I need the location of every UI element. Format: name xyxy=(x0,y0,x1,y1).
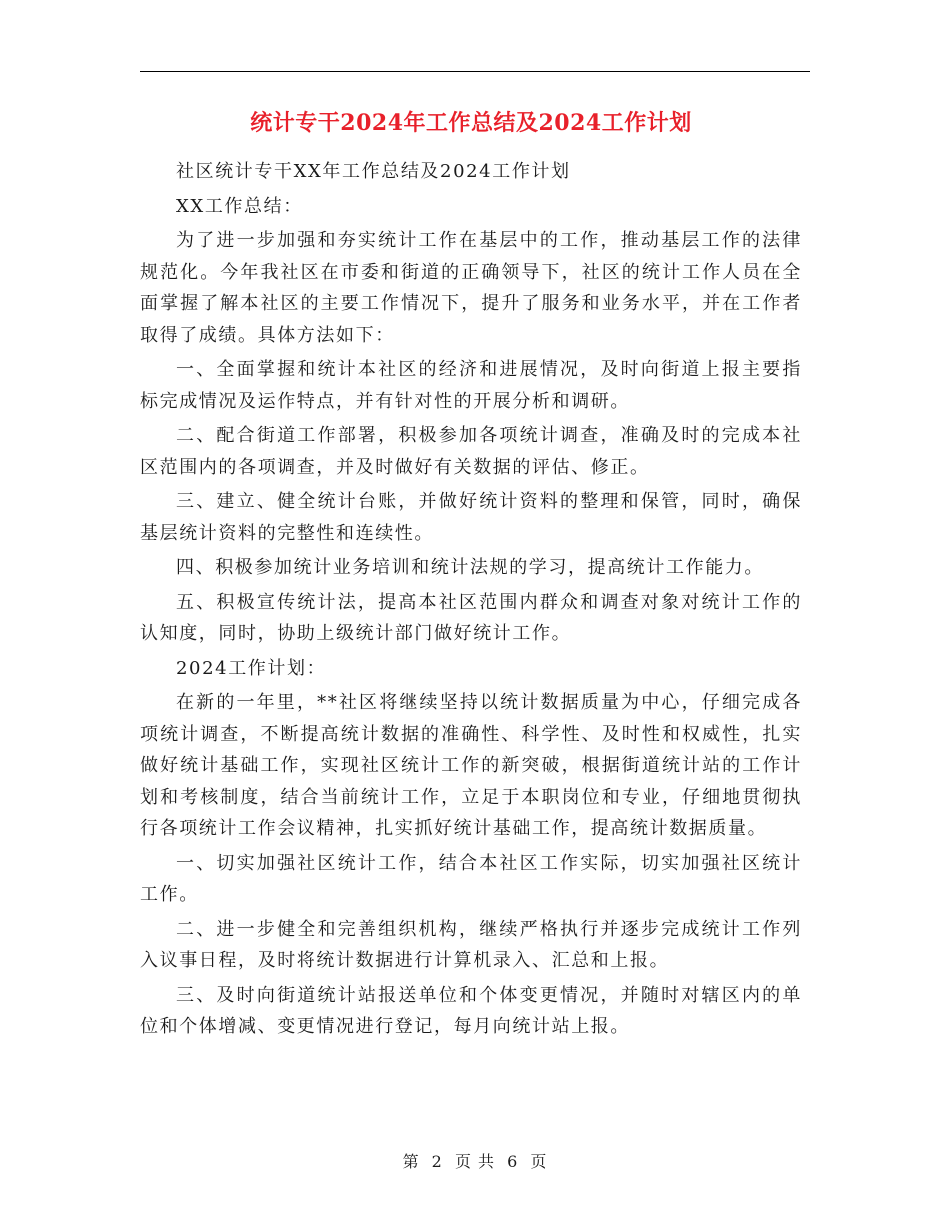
footer-total-pages: 6 xyxy=(507,1152,519,1171)
footer-suffix: 页 xyxy=(530,1152,548,1171)
paragraph-plan-item-1: 一、切实加强社区统计工作，结合本社区工作实际，切实加强社区统计工作。 xyxy=(140,852,802,905)
paragraph-summary-heading: XX工作总结： xyxy=(176,195,303,217)
paragraph-summary-item-4: 四、积极参加统计业务培训和统计法规的学习，提高统计工作能力。 xyxy=(176,557,764,578)
paragraph-plan-item-2: 二、进一步健全和完善组织机构，继续严格执行并逐步完成统计工作列入议事日程，及时将统计数据进行计算机录入、汇总和上报。 xyxy=(140,918,802,971)
paragraph-summary-item-2: 二、配合街道工作部署，积极参加各项统计调查，准确及时的完成本社区范围内的各项调查，并及时做好有关数据的评估、修正。 xyxy=(140,425,802,478)
document-body xyxy=(140,100,802,1046)
paragraph-summary-item-1: 一、全面掌握和统计本社区的经济和进展情况，及时向街道上报主要指标完成情况及运作特点，并有针对性的开展分析和调研。 xyxy=(140,359,802,412)
paragraph-plan-heading: 2024工作计划： xyxy=(176,657,327,679)
header-rule xyxy=(140,71,810,72)
footer-middle: 页 共 xyxy=(454,1152,496,1171)
document-title: 统计专干2024年工作总结及2024工作计划 xyxy=(250,110,692,136)
footer-prefix: 第 xyxy=(402,1152,420,1171)
paragraph-intro: 为了进一步加强和夯实统计工作在基层中的工作，推动基层工作的法律规范化。今年我社区在市委和街道的正确领导下，社区的统计工作人员在全面掌握了解本社区的主要工作情况下，提升了服务和业务水平，并在工作者取得了成绩。具体方法如下： xyxy=(140,230,802,346)
footer-current-page: 2 xyxy=(431,1152,443,1171)
paragraph-summary-item-3: 三、建立、健全统计台账，并做好统计资料的整理和保管，同时，确保基层统计资料的完整性和连续性。 xyxy=(140,491,802,544)
paragraph-plan-intro: 在新的一年里，**社区将继续坚持以统计数据质量为中心，仔细完成各项统计调查，不断提高统计数据的准确性、科学性、及时性和权威性，扎实做好统计基础工作，实现社区统计工作的新突破，根据街道统计站的工作计划和考核制度，结合当前统计工作，立足于本职岗位和专业，仔细地贯彻执行各项统计工作会议精神，扎实抓好统计基础工作，提高统计数据质量。 xyxy=(140,692,802,839)
paragraph-subtitle: 社区统计专干XX年工作总结及2024工作计划 xyxy=(176,161,571,182)
paragraph-summary-item-5: 五、积极宣传统计法，提高本社区范围内群众和调查对象对统计工作的认知度，同时，协助上级统计部门做好统计工作。 xyxy=(140,591,802,644)
paragraph-plan-item-3: 三、及时向街道统计站报送单位和个体变更情况，并随时对辖区内的单位和个体增减、变更情况进行登记，每月向统计站上报。 xyxy=(140,984,802,1037)
page-number-footer xyxy=(0,1150,950,1174)
